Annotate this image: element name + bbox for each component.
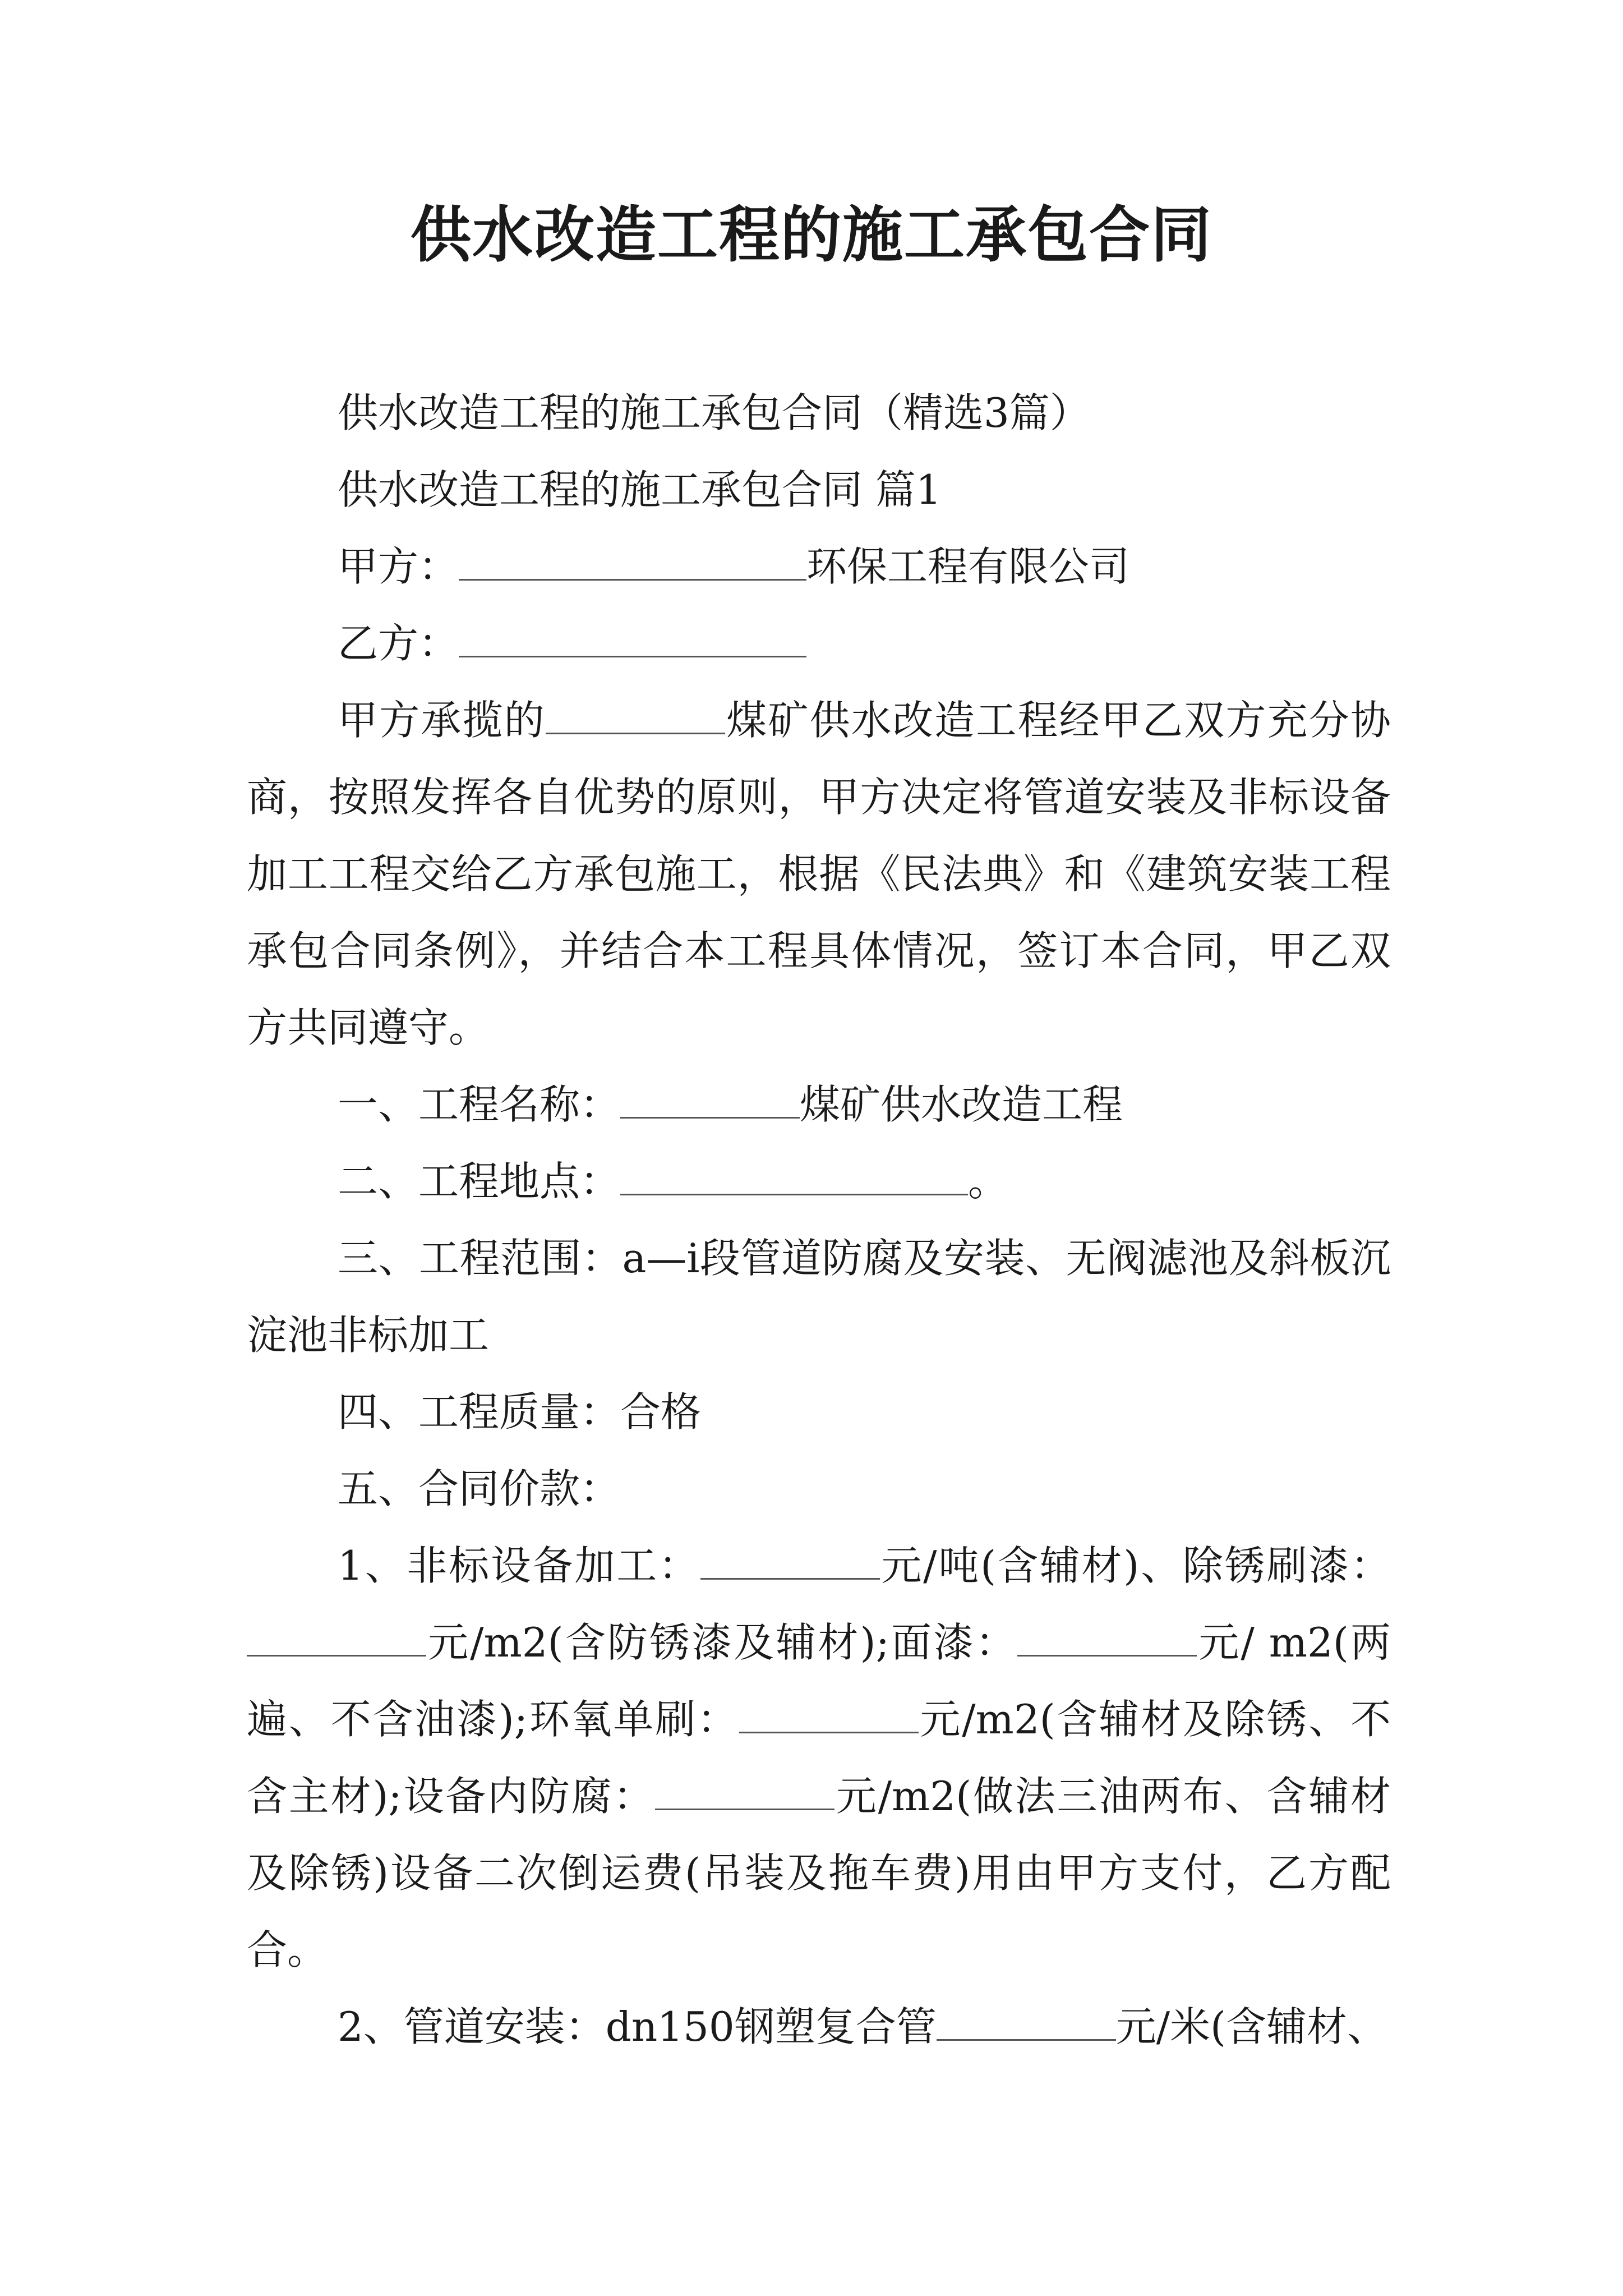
project-name-blank	[620, 1079, 800, 1119]
party-a-blank	[459, 541, 806, 581]
party-b-line: 乙方：	[247, 605, 1391, 682]
price-blank-4	[739, 1694, 919, 1733]
subtitle-paragraph: 供水改造工程的施工承包合同（精选3篇）	[338, 389, 1090, 436]
item-project-quality: 四、工程质量：合格	[338, 1388, 702, 1435]
item-project-scope: 三、工程范围：a—i段管道防腐及安装、无阀滤池及斜板沉淀池非标加工	[247, 1235, 1391, 1359]
price-blank-2	[247, 1617, 426, 1657]
party-b-blank	[459, 618, 806, 657]
party-a-line: 甲方： 环保工程有限公司	[247, 528, 1391, 605]
item-contract-price: 五、合同价款：	[338, 1465, 621, 1512]
project-location-blank	[620, 1156, 968, 1195]
intro-blank	[546, 694, 725, 734]
chapter-heading: 供水改造工程的施工承包合同 篇1	[338, 466, 942, 513]
price-blank-6	[937, 2001, 1116, 2041]
document-title: 供水改造工程的施工承包合同	[410, 200, 1212, 270]
price-blank-1	[700, 1540, 880, 1580]
price-blank-3	[1017, 1617, 1197, 1657]
item-project-location: 二、工程地点： 。	[247, 1143, 1391, 1220]
item-project-name: 一、工程名称： 煤矿供水改造工程	[247, 1066, 1391, 1143]
price-item-2: 2、管道安装：dn150钢塑复合管 元/米(含辅材、	[247, 1989, 1391, 2065]
price-blank-5	[655, 1770, 834, 1810]
document-body	[247, 375, 1391, 2065]
price-item-1: 1、非标设备加工： 元/吨(含辅材)、除锈刷漆：元/m2(含防锈漆及辅材);面漆： 元/ m2(两遍、不含油漆);环氧单刷： 元/m2(含辅材及除锈、不含主材);设备内防腐： 元/m2(做法三油两布、含辅材及除锈)设备二次倒运费(吊装及拖车费)用由甲方支付，乙方配合。	[247, 1527, 1391, 1989]
intro-paragraph: 甲方承揽的 煤矿供水改造工程经甲乙双方充分协商，按照发挥各自优势的原则，甲方决定将管道安装及非标设备加工工程交给乙方承包施工，根据《民法典》和《建筑安装工程承包合同条例》，并结合本工程具体情况，签订本合同，甲乙双方共同遵守。	[247, 682, 1391, 1066]
